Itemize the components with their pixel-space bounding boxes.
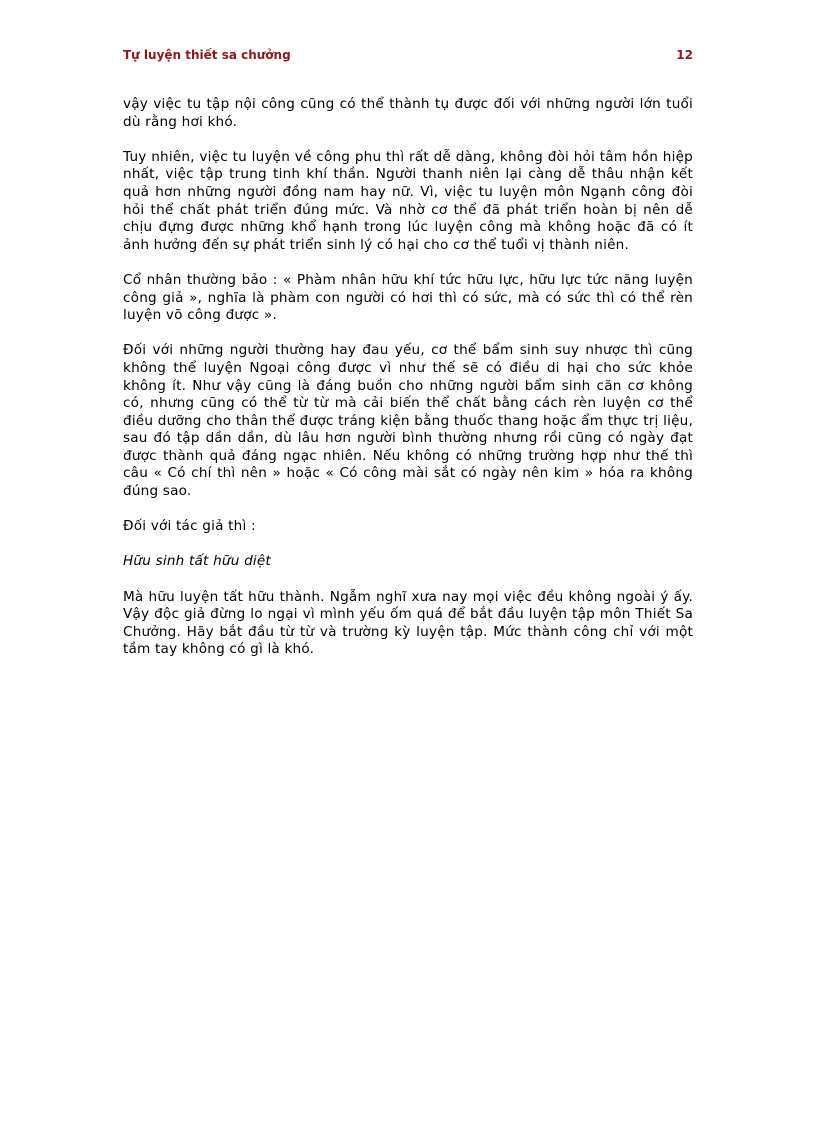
paragraph-training-youth: Tuy nhiên, việc tu luyện về công phu thì rất dễ dàng, không đòi hỏi tâm hồn hiệp nhất, việc tập trung tinh khí thần. Người thanh niên lại càng dễ thâu nhận kết quả hơn những người đồng nam hay nữ. Vì, việc tu luyện môn Ngạnh công đòi hỏi thể chất phát triển đúng mức. Và nhờ cơ thể đã phát triển hoàn bị nên dễ chịu đựng được những khổ hạnh trong lúc luyện công mà không hoặc đã có ít ảnh hưởng đến sự phát triển sinh lý có hại cho cơ thể tuổi vị thành niên. [123,148,693,253]
running-header [123,48,693,62]
paragraph-continuation: vậy việc tu tập nội công cũng có thể thành tụ được đối với những người lớn tuổi dù rằng hơi khó. [123,96,693,130]
page-number: 12 [676,48,693,62]
body-text [123,96,693,677]
paragraph-conclusion: Mà hữu luyện tất hữu thành. Ngẫm nghĩ xưa nay mọi việc đều không ngoài ý ấy. Vậy độc giả đừng lo ngại vì mình yếu ốm quá để bắt đầu luyện tập môn Thiết Sa Chưởng. Hãy bắt đầu từ từ và trường kỳ luyện tập. Mức thành công chỉ với một tầm tay không có gì là khó. [123,588,693,658]
header-title: Tự luyện thiết sa chưởng [123,48,291,62]
paragraph-ancient-saying: Cổ nhân thường bảo : « Phàm nhân hữu khí tức hữu lực, hữu lực tức năng luyện công giả », nghĩa là phàm con người có hơi thì có sức, mà có sức thì có thể rèn luyện võ công được ». [123,271,693,324]
paragraph-italic-quote: Hữu sinh tất hữu diệt [123,553,271,570]
paragraph-author-intro: Đối với tác giả thì : [123,518,256,535]
paragraph-weak-constitution: Đối với những người thường hay đau yếu, cơ thể bẩm sinh suy nhược thì cũng không thể luyện Ngoại công được vì như thế sẽ có điều di hại cho sức khỏe không ít. Như vậy cũng là đáng buồn cho những người bẩm sinh căn cơ không có, nhưng cũng có thể từ từ mà cải biến thể chất bằng cách rèn luyện cơ thể điều dưỡng cho thân thể được tráng kiện bằng thuốc thang hoặc ẩm thực trị liệu, sau đó tập dần dần, dù lâu hơn người bình thường nhưng rồi cũng có ngày đạt được thành quả đáng ngạc nhiên. Nếu không có những trường hợp như thế thì câu « Có chí thì nên » hoặc « Có công mài sắt có ngày nên kim » hóa ra không đúng sao. [123,342,693,500]
